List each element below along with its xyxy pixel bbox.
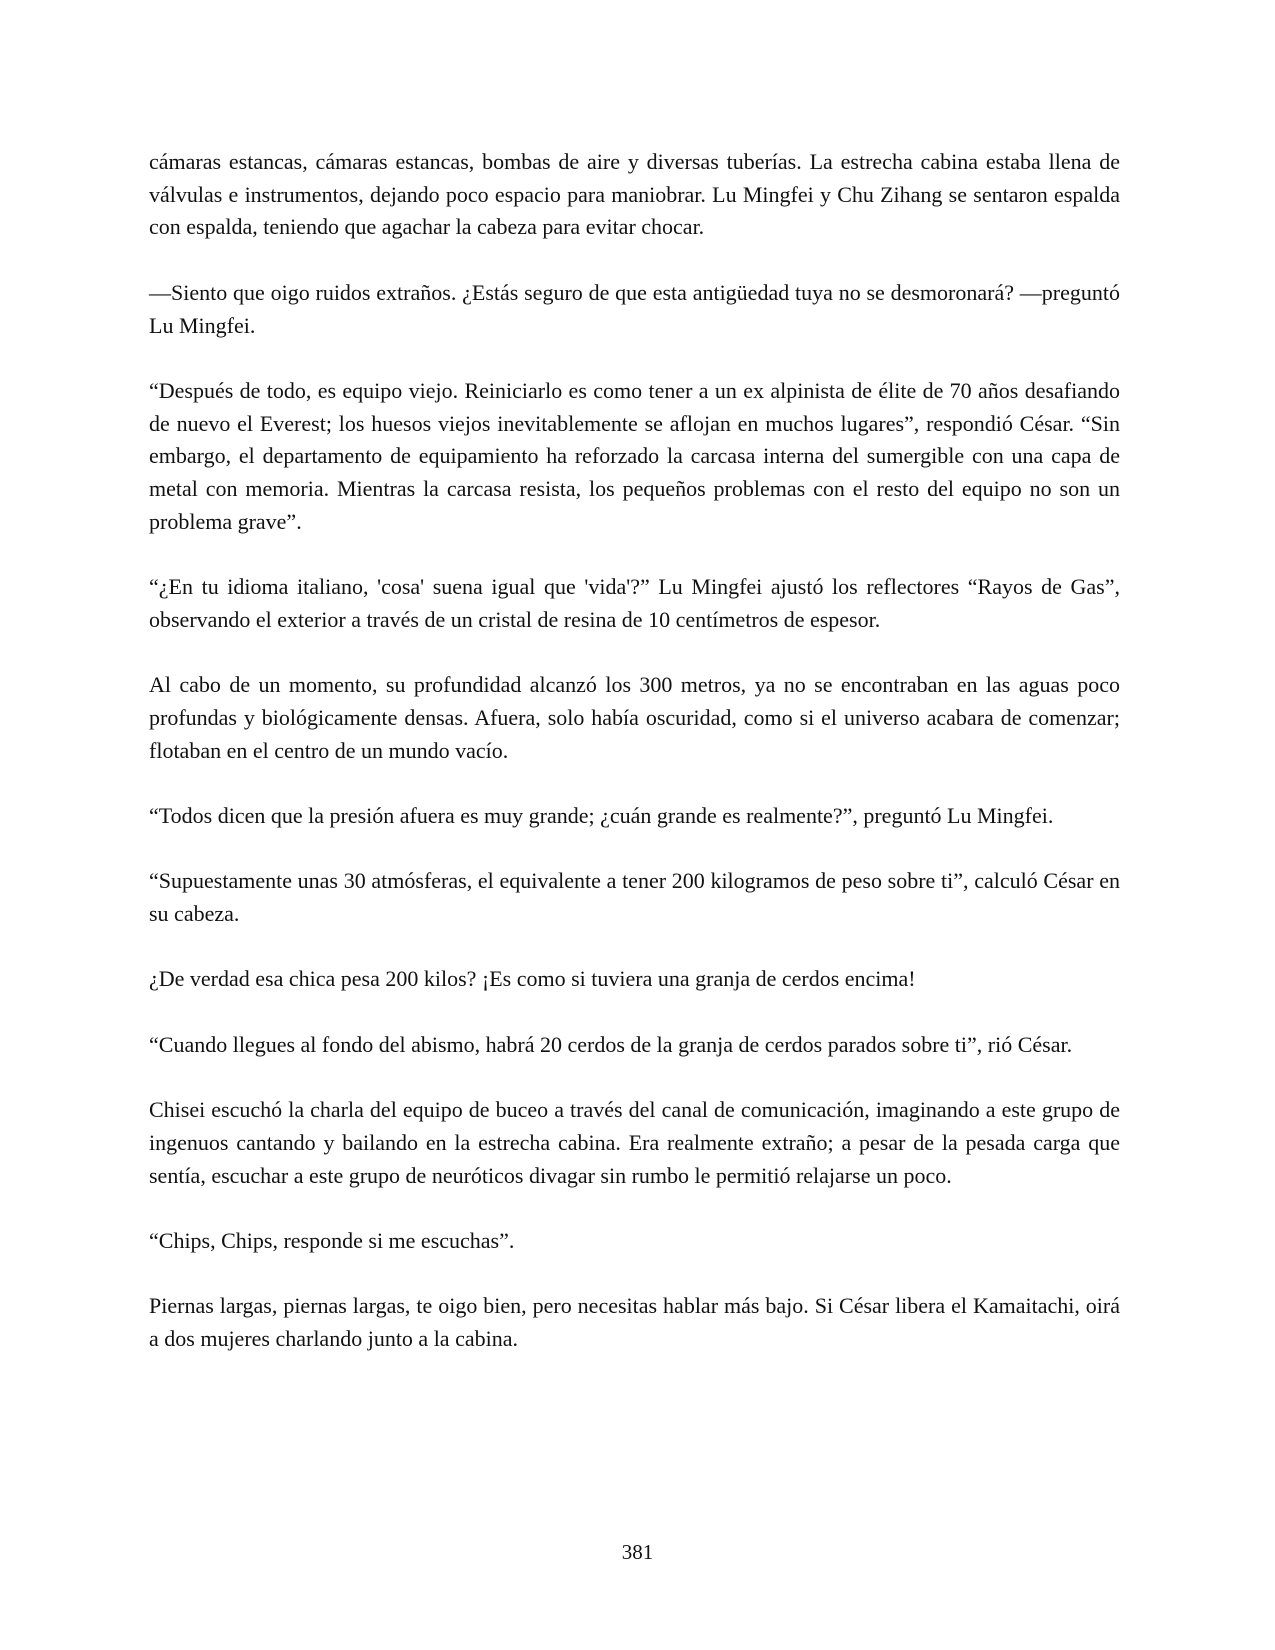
paragraph-7: “Supuestamente unas 30 atmósferas, el equivalente a tener 200 kilogramos de peso sobre ti”, calculó César en su cabeza. — [149, 868, 1120, 927]
page-number: 381 — [621, 1540, 654, 1564]
paragraph-8: ¿De verdad esa chica pesa 200 kilos? ¡Es como si tuviera una granja de cerdos encima! — [149, 966, 916, 992]
paragraph-11: “Chips, Chips, responde si me escuchas”. — [149, 1228, 515, 1254]
paragraph-10: Chisei escuchó la charla del equipo de buceo a través del canal de comunicación, imaginando a este grupo de ingenuos cantando y bailando en la estrecha cabina. Era realmente extraño; a pesar de la pesada carga que sentía, escuchar a este grupo de neuróticos divagar sin rumbo le permitió relajarse un poco. — [149, 1097, 1120, 1188]
paragraph-1: cámaras estancas, cámaras estancas, bombas de aire y diversas tuberías. La estrecha cabina estaba llena de válvulas e instrumentos, dejando poco espacio para maniobrar. Lu Mingfei y Chu Zihang se sentaron espalda con espalda, teniendo que agachar la cabeza para evitar chocar. — [149, 149, 1120, 240]
paragraph-6: “Todos dicen que la presión afuera es muy grande; ¿cuán grande es realmente?”, preguntó Lu Mingfei. — [149, 802, 1054, 828]
paragraph-12: Piernas largas, piernas largas, te oigo bien, pero necesitas hablar más bajo. Si César libera el Kamaitachi, oirá a dos mujeres charlando junto a la cabina. — [149, 1293, 1120, 1352]
paragraph-4: “¿En tu idioma italiano, 'cosa' suena igual que 'vida'?” Lu Mingfei ajustó los reflectores “Rayos de Gas”, observando el exterior a través de un cristal de resina de 10 centímetros de espesor. — [149, 574, 1120, 632]
paragraph-5: Al cabo de un momento, su profundidad alcanzó los 300 metros, ya no se encontraban en las aguas poco profundas y biológicamente densas. Afuera, solo había oscuridad, como si el universo acabara de comenzar; flotaban en el centro de un mundo vacío. — [149, 672, 1120, 763]
paragraph-9: “Cuando llegues al fondo del abismo, habrá 20 cerdos de la granja de cerdos parados sobre ti”, rió César. — [149, 1031, 1073, 1057]
paragraph-3: “Después de todo, es equipo viejo. Reiniciarlo es como tener a un ex alpinista de élite de 70 años desafiando de nuevo el Everest; los huesos viejos inevitablemente se aflojan en muchos lugares”, respondió César. “Sin embargo, el departamento de equipamiento ha reforzado la carcasa interna del sumergible con una capa de metal con memoria. Mientras la carcasa resista, los pequeños problemas con el resto del equipo no son un problema grave”. — [149, 377, 1120, 534]
paragraph-2: —Siento que oigo ruidos extraños. ¿Estás seguro de que esta antigüedad tuya no se desmoronará? —preguntó Lu Mingfei. — [149, 279, 1120, 338]
body-text — [149, 146, 1120, 1389]
